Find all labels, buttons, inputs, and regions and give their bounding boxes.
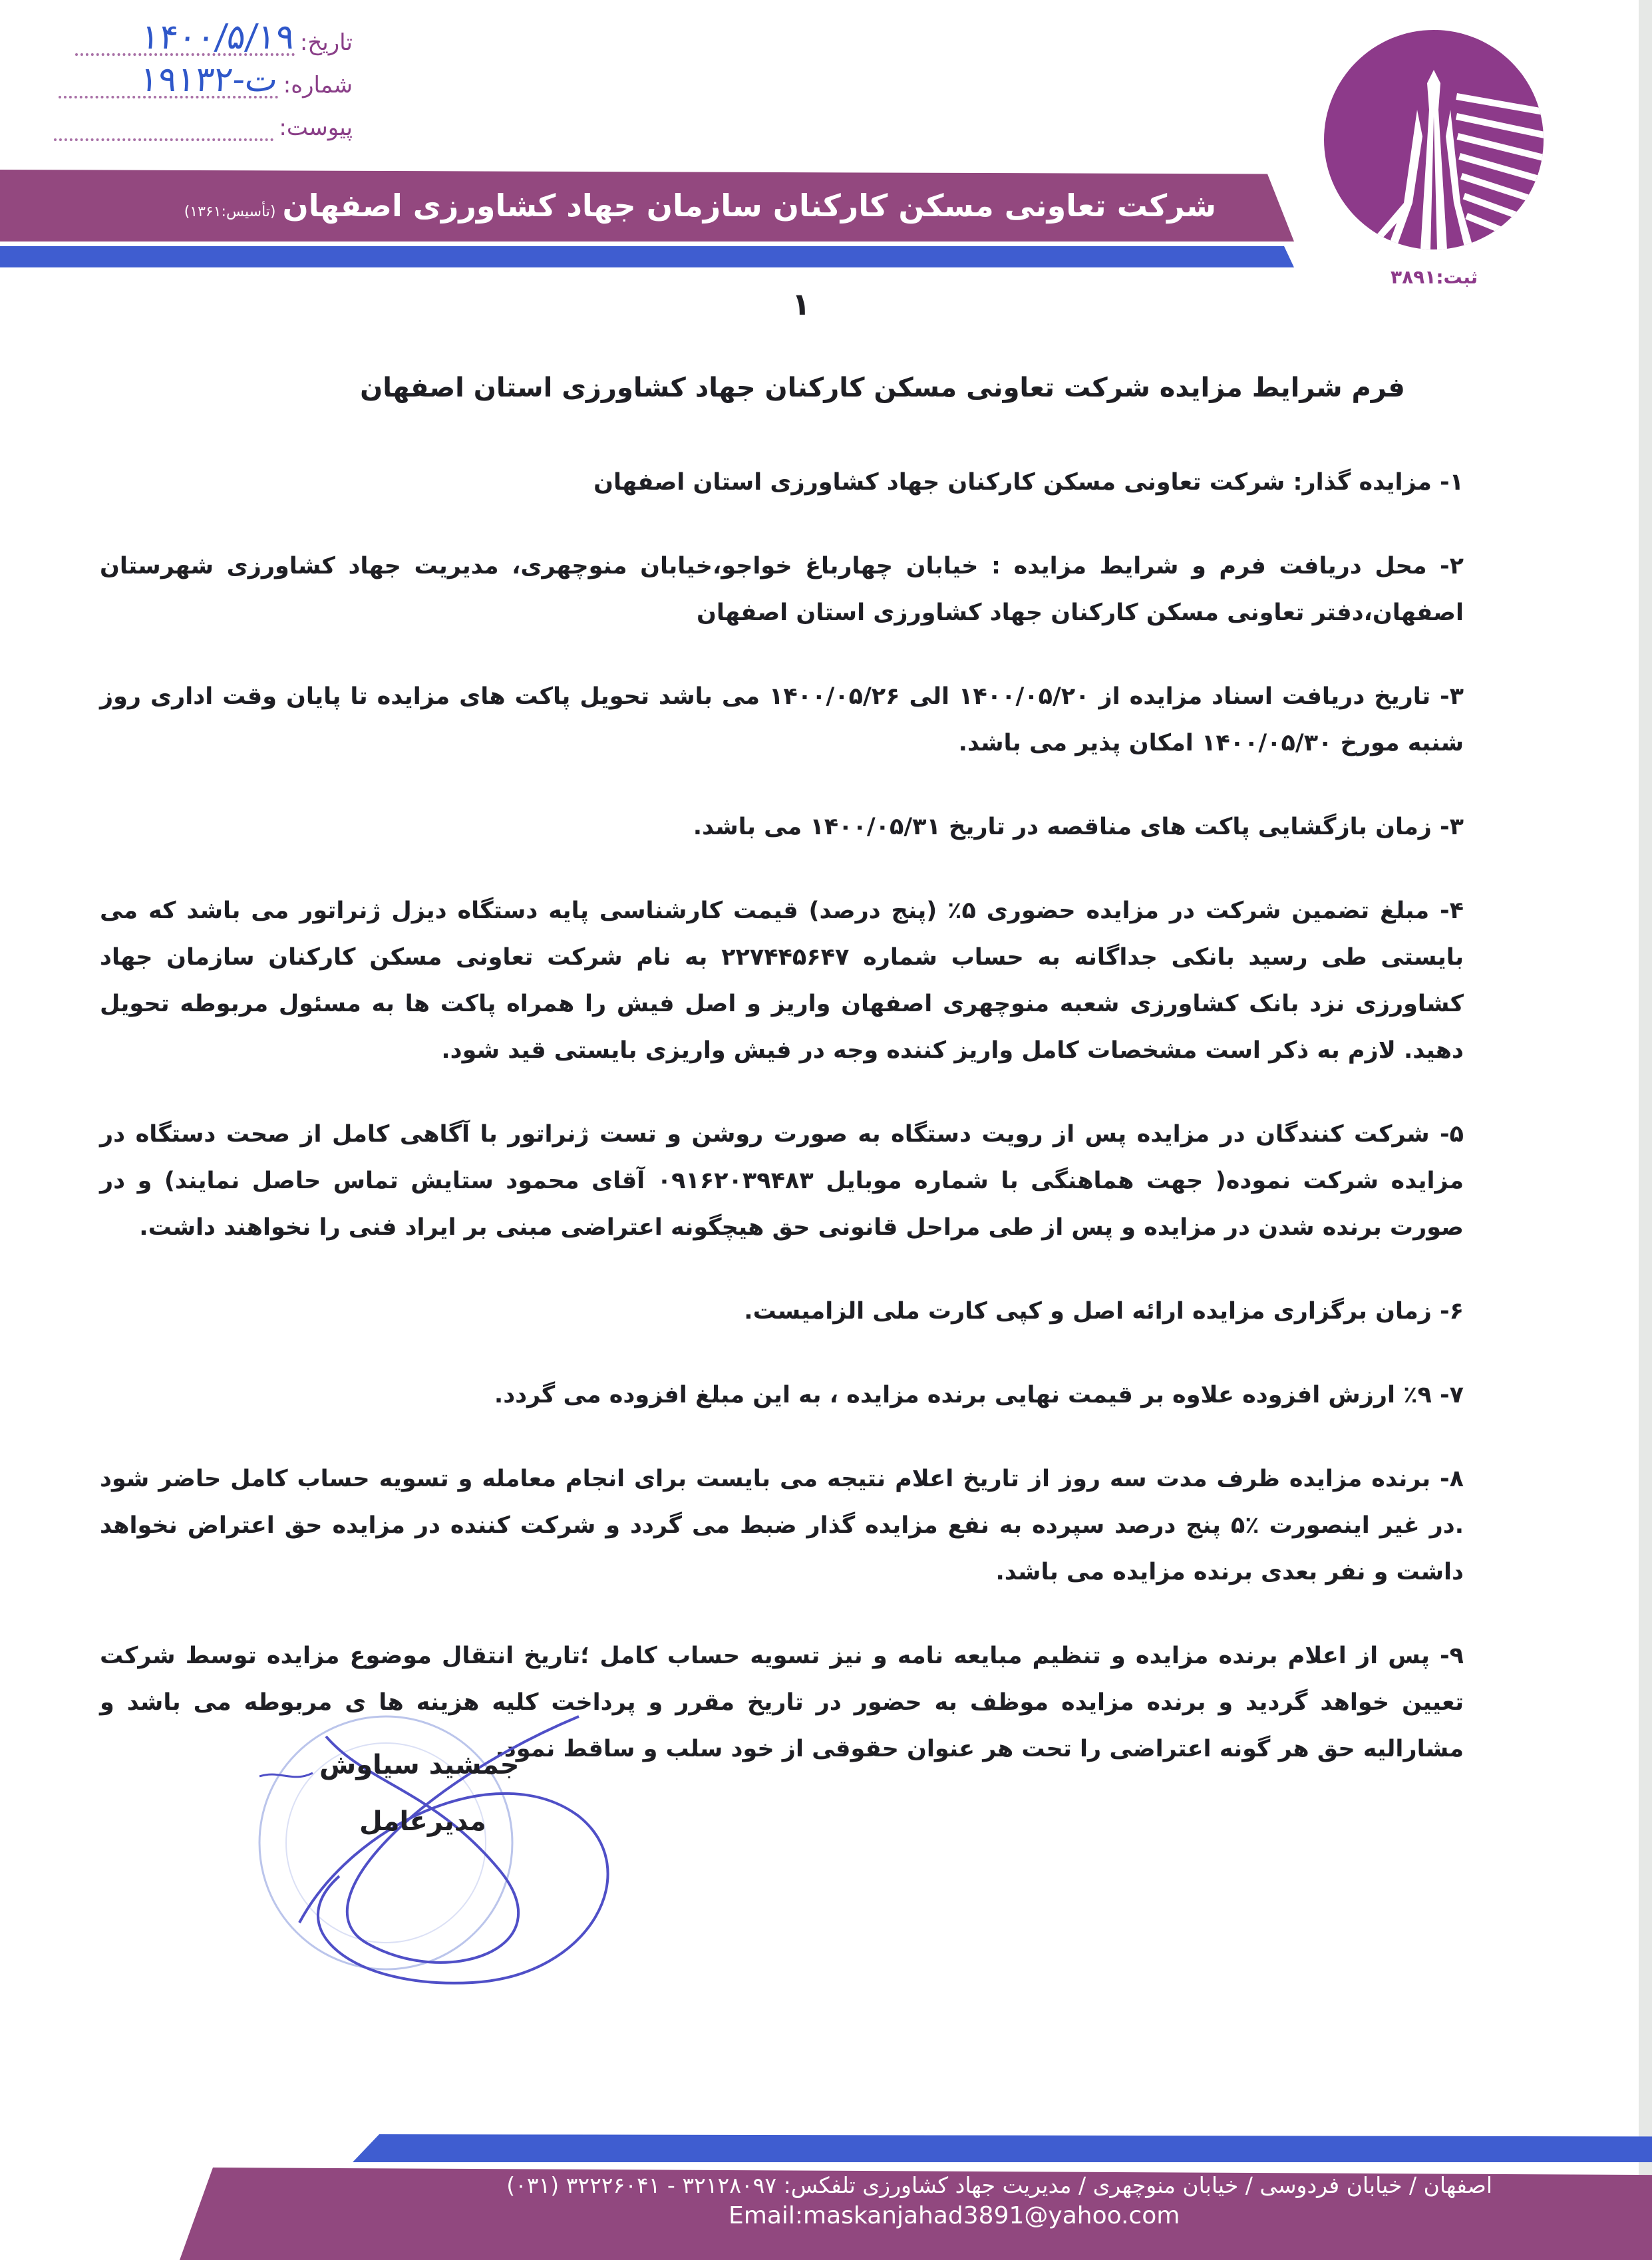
- date-field: [47, 13, 353, 56]
- condition-paragraph: ۶- زمان برگزاری مزایده ارائه اصل و کپی کارت ملی الزامیست.: [744, 1298, 1464, 1325]
- company-name: [184, 188, 1216, 224]
- condition-paragraph: ۳- زمان بازگشایی پاکت های مناقصه در تاریخ ۱۴۰۰/۰۵/۳۱ می باشد.: [693, 814, 1464, 840]
- condition-paragraph: ۹- پس از اعلام برنده مزایده و تنظیم مبایعه نامه و نیز تسویه حساب کامل ؛تاریخ انتقال موضوع مزایده توسط شرکت تعیین خواهد گردید و برنده مزایده موظف به حضور در تاریخ مقرر و پرداخت کلیه هزینه ها ی مربوطه می باشد و مشارالیه حق هر گونه اعتراضی را تحت هر عنوان حقوقی از خود سلب و ساقط نمود.: [100, 1643, 1464, 1762]
- footer-email: Email:maskanjahad3891@yahoo.com: [729, 2202, 1180, 2229]
- date-label: تاریخ:: [299, 29, 353, 56]
- date-value-line: [75, 17, 297, 57]
- number-label: شماره:: [283, 72, 353, 98]
- document-body: [100, 459, 1464, 1810]
- condition-paragraph: ۵- شرکت کنندگان در مزایده پس از رویت دستگاه به صورت روشن و تست ژنراتور با آگاهی کامل از صحت دستگاه در مزایده شرکت نموده( جهت هماهنگی با شماره موبایل ۰۹۱۶۲۰۳۹۴۸۳ آقای محمود ستایش تماس حاصل نمایند) و در صورت برنده شدن در مزایده و پس از طی مراحل قانونی حق هیچگونه اعتراضی مبنی بر ایراد فنی را نخواهند داشت.: [100, 1121, 1464, 1241]
- condition-paragraph: ۴- مبلغ تضمین شرکت در مزایده حضوری ۵٪ (پنج درصد) قیمت کارشناسی پایه دستگاه دیزل ژنراتور می باشد که می بایستی طی رسید بانکی جداگانه به حساب شماره ۲۲۷۴۴۵۶۴۷ به نام شرکت تعاونی مسکن کارکنان سازمان جهاد کشاورزی نزد بانک کشاورزی شعبه منوچهری اصفهان واریز و اصل فیش را همراه پاکت ها به مسئول مربوطه تحویل دهید. لازم به ذکر است مشخصات کامل واریز کننده وجه در فیش واریزی بایستی قید شود.: [100, 897, 1464, 1064]
- condition-paragraph: ۷- ٪۹ ارزش افزوده علاوه بر قیمت نهایی برنده مزایده ، به این مبلغ افزوده می گردد.: [494, 1382, 1464, 1408]
- attachment-label: پیوست:: [279, 114, 353, 141]
- company-logo: [1324, 30, 1544, 249]
- condition-paragraph: ۳- تاریخ دریافت اسناد مزایده از ۱۴۰۰/۰۵/۲۰ الی ۱۴۰۰/۰۵/۲۶ می باشد تحویل پاکت های مزایده تا پایان وقت اداری روز شنبه مورخ ۱۴۰۰/۰۵/۳۰ امکان پذیر می باشد.: [100, 683, 1464, 756]
- number-value: ۱۹۱۳ت-۲: [138, 60, 280, 100]
- letterhead-meta: [47, 13, 353, 141]
- document-title: فرم شرایط مزایده شرکت تعاونی مسکن کارکنان جهاد کشاورزی استان اصفهان: [360, 373, 1405, 403]
- header-banner-stripe: [0, 246, 1294, 267]
- condition-paragraph: ۱- مزایده گذار: شرکت تعاونی مسکن کارکنان جهاد کشاورزی استان اصفهان: [593, 469, 1464, 496]
- registration-number: ثبت:۳۸۹۱: [1391, 266, 1478, 288]
- page-number: ۱: [792, 286, 811, 322]
- scan-page-edge: [1639, 0, 1652, 2260]
- established-year: (تأسیس:۱۳۶۱): [184, 204, 276, 220]
- number-value-line: [59, 60, 280, 100]
- attachment-field: [47, 98, 353, 141]
- footer-banner-stripe: [353, 2134, 1652, 2162]
- condition-paragraph: ۲- محل دریافت فرم و شرایط مزایده : خیابان چهارباغ خواجو،خیابان منوچهری، مدیریت جهاد کشاورزی شهرستان اصفهان،دفتر تعاونی مسکن کارکنان جهاد کشاورزی استان اصفهان: [100, 553, 1464, 626]
- signatory-title: مدیرعامل: [359, 1806, 486, 1837]
- company-name-text: شرکت تعاونی مسکن کارکنان سازمان جهاد کشاورزی اصفهان: [282, 188, 1216, 224]
- number-field: [47, 56, 353, 98]
- tower-emblem-icon: [1324, 30, 1544, 249]
- condition-paragraph: ۸- برنده مزایده ظرف مدت سه روز از تاریخ اعلام نتیجه می بایست برای انجام معامله و تسویه حساب کامل حاضر شود .در غیر اینصورت ٪۵ پنج درصد سپرده به نفع مزایده گذار ضبط می گردد و شرکت کننده در مزایده حق اعتراض نخواهد داشت و نفر بعدی برنده مزایده می باشد.: [100, 1466, 1464, 1585]
- date-value: ۱۴۰۰/۵/۱۹: [139, 17, 297, 57]
- signatory-name: جمشید سیاوش: [319, 1750, 520, 1780]
- footer-address: اصفهان / خیابان فردوسی / خیابان منوچهری / مدیریت جهاد کشاورزی تلفکس: ۳۲۱۲۸۰۹۷ - ۳۲۲۲۶۰۴۱ (۰۳۱): [506, 2172, 1492, 2198]
- attachment-value-line: [54, 112, 273, 141]
